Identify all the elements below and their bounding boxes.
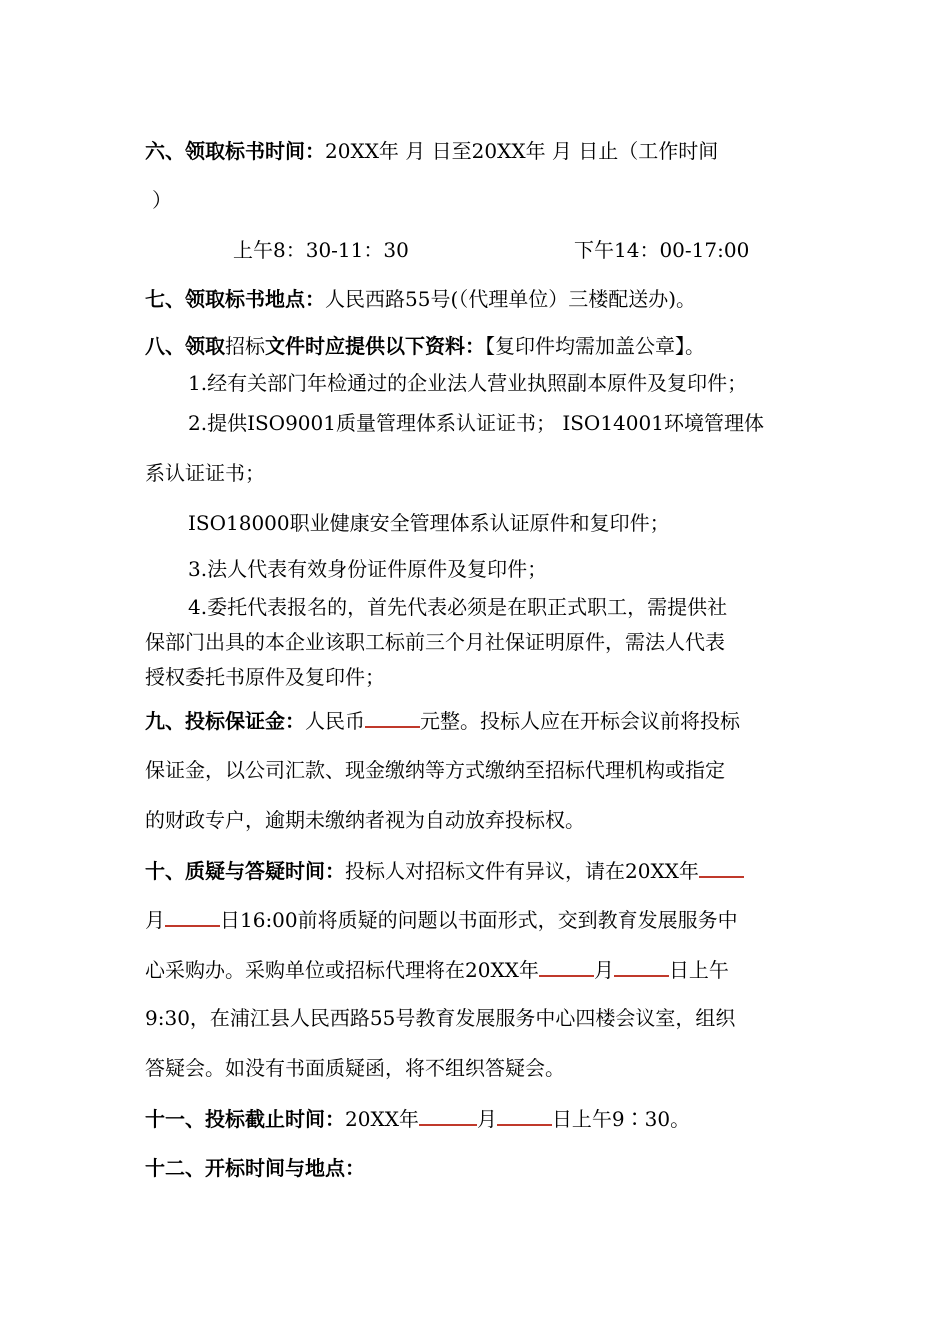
work-hours-pm: 下午14：00-17:00 — [574, 238, 750, 262]
section-8-item-4a: 4.委托代表报名的，首先代表必须是在职正式职工，需提供社 — [188, 595, 728, 619]
section-6-line — [145, 137, 718, 165]
section-11-line — [145, 1104, 690, 1133]
year-blank[interactable] — [699, 856, 744, 878]
section-8-item-3: 3.法人代表有效身份证件原件及复印件； — [188, 557, 548, 581]
section-10-heading: 十、质疑与答疑时间： — [145, 859, 345, 883]
section-6-heading: 六、领取标书时间： — [145, 139, 325, 163]
section-9-line-3: 的财政专户，逾期未缴纳者视为自动放弃投标权。 — [145, 808, 585, 832]
section-8-heading-c: 文件时应提供以下资料： — [265, 334, 485, 358]
section-12-heading: 十二、开标时间与地点： — [145, 1156, 365, 1180]
section-9-line-1 — [145, 706, 740, 735]
section-8-item-2c: ISO18000职业健康安全管理体系认证原件和复印件； — [188, 511, 670, 535]
deadline-month-blank[interactable] — [419, 1104, 477, 1126]
section-8-item-4b: 保部门出具的本企业该职工标前三个月社保证明原件，需法人代表 — [145, 630, 725, 654]
section-7-text: 人民西路55号(（代理单位）三楼配送办)。 — [325, 287, 697, 311]
section-8-item-2a: 2.提供ISO9001质量管理体系认证证书； ISO14001环境管理体 — [188, 411, 764, 435]
section-8-note: 【复印件均需加盖公章】。 — [485, 334, 705, 358]
deadline-day-blank[interactable] — [497, 1104, 552, 1126]
section-8-line — [145, 332, 705, 360]
section-10-line-5: 答疑会。如没有书面质疑函，将不组织答疑会。 — [145, 1056, 565, 1080]
section-11-a: 20XX年 — [345, 1107, 419, 1131]
amount-blank[interactable] — [365, 706, 420, 728]
section-10-l3c: 日上午 — [668, 958, 729, 982]
section-10-l2a: 月 — [145, 908, 165, 932]
section-9-pre: 人民币 — [305, 709, 365, 733]
section-10-l3a: 心采购办。采购单位或招标代理将在20XX年 — [145, 958, 539, 982]
section-9-line-2: 保证金，以公司汇款、现金缴纳等方式缴纳至招标代理机构或指定 — [145, 758, 725, 782]
section-11-b: 月 — [476, 1107, 497, 1131]
section-8-item-4c: 授权委托书原件及复印件； — [145, 665, 385, 689]
section-10-line-3 — [145, 955, 729, 984]
section-10-line-2 — [145, 905, 738, 934]
section-10-line-4: 9:30，在浦江县人民西路55号教育发展服务中心四楼会议室，组织 — [145, 1006, 736, 1030]
month-blank-2[interactable] — [539, 955, 594, 977]
work-hours-am: 上午8：30-11：30 — [233, 238, 409, 262]
day-blank[interactable] — [165, 905, 220, 927]
section-10-line-1 — [145, 856, 744, 885]
section-8-heading-a: 八、领取 — [145, 334, 225, 358]
section-8-item-2b: 系认证证书； — [145, 461, 265, 485]
section-6-cont: ） — [152, 188, 172, 212]
section-11-c: 日上午9∶30。 — [551, 1107, 691, 1131]
section-12-line — [145, 1154, 365, 1182]
day-blank-2[interactable] — [614, 955, 669, 977]
section-11-heading: 十一、投标截止时间： — [145, 1107, 345, 1131]
section-7-line — [145, 285, 696, 313]
section-10-l3b: 月 — [593, 958, 614, 982]
section-10-l1: 投标人对招标文件有异议，请在20XX年 — [345, 859, 699, 883]
section-10-l2b: 日16:00前将质疑的问题以书面形式，交到教育发展服务中 — [220, 908, 738, 932]
section-9-post: 元整。投标人应在开标会议前将投标 — [420, 709, 740, 733]
section-6-text: 20XX年 月 日至20XX年 月 日止（工作时间 — [325, 139, 719, 163]
section-8-heading-b: 招标 — [225, 334, 265, 358]
section-9-heading: 九、投标保证金： — [145, 709, 305, 733]
section-8-item-1: 1.经有关部门年检通过的企业法人营业执照副本原件及复印件； — [188, 371, 748, 395]
section-7-heading: 七、领取标书地点： — [145, 287, 325, 311]
